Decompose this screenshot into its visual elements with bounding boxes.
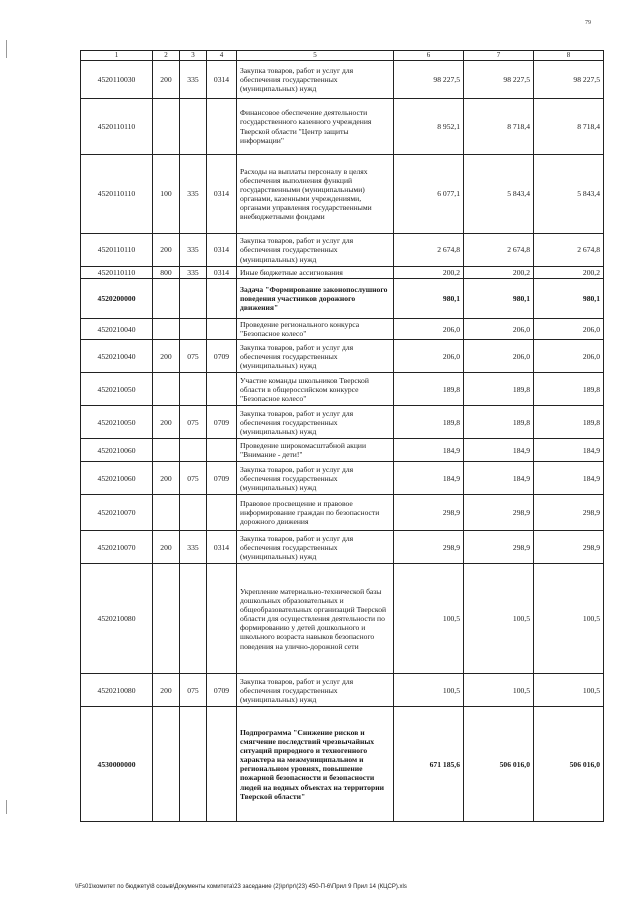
header-cell: 6 <box>394 51 464 61</box>
col2-cell <box>153 564 180 674</box>
code-cell: 4520200000 <box>81 279 153 319</box>
value-col6-cell: 184,9 <box>394 439 464 462</box>
table-row <box>81 439 604 462</box>
value-col6-cell: 206,0 <box>394 340 464 373</box>
col2-cell: 100 <box>153 155 180 234</box>
description-cell: Закупка товаров, работ и услуг для обеспечения государственных (муниципальных) нужд <box>237 406 394 439</box>
col2-cell <box>153 99 180 155</box>
col3-cell <box>180 319 207 340</box>
page-number: 79 <box>585 20 591 26</box>
col2-cell <box>153 373 180 406</box>
code-cell: 4520210070 <box>81 495 153 531</box>
value-col6-cell: 206,0 <box>394 319 464 340</box>
col3-cell: 335 <box>180 531 207 564</box>
col4-cell: 0709 <box>207 406 237 439</box>
col2-cell: 200 <box>153 462 180 495</box>
table-row <box>81 564 604 674</box>
table-row <box>81 531 604 564</box>
col4-cell: 0314 <box>207 531 237 564</box>
table-row <box>81 155 604 234</box>
description-cell: Участие команды школьников Тверской области в общероссийском конкурсе "Безопасное колесо" <box>237 373 394 406</box>
col4-cell: 0709 <box>207 462 237 495</box>
code-cell: 4520210040 <box>81 319 153 340</box>
value-col8-cell: 506 016,0 <box>534 707 604 822</box>
col2-cell: 200 <box>153 531 180 564</box>
value-col6-cell: 2 674,8 <box>394 234 464 267</box>
col3-cell: 335 <box>180 61 207 99</box>
value-col8-cell: 298,9 <box>534 531 604 564</box>
col3-cell <box>180 707 207 822</box>
value-col8-cell: 298,9 <box>534 495 604 531</box>
value-col7-cell: 189,8 <box>464 406 534 439</box>
value-col8-cell: 98 227,5 <box>534 61 604 99</box>
table-row <box>81 61 604 99</box>
value-col6-cell: 671 185,6 <box>394 707 464 822</box>
col3-cell <box>180 279 207 319</box>
col4-cell <box>207 439 237 462</box>
description-cell: Закупка товаров, работ и услуг для обеспечения государственных (муниципальных) нужд <box>237 462 394 495</box>
code-cell: 4520210040 <box>81 340 153 373</box>
value-col6-cell: 298,9 <box>394 531 464 564</box>
col3-cell: 075 <box>180 462 207 495</box>
col2-cell <box>153 495 180 531</box>
description-cell: Закупка товаров, работ и услуг для обеспечения государственных (муниципальных) нужд <box>237 531 394 564</box>
code-cell: 4520110110 <box>81 99 153 155</box>
value-col8-cell: 8 718,4 <box>534 99 604 155</box>
table-row <box>81 406 604 439</box>
col4-cell: 0314 <box>207 234 237 267</box>
description-cell: Подпрограмма "Снижение рисков и смягчение последствий чрезвычайных ситуаций природного и техногенного характера на межмуниципальном и региональном уровнях, повышение пожарной безопасности и безопасности людей на водных объектах на территории Тверской области" <box>237 707 394 822</box>
header-cell: 4 <box>207 51 237 61</box>
description-cell: Проведение широкомасштабной акции "Внимание - дети!" <box>237 439 394 462</box>
col3-cell: 335 <box>180 234 207 267</box>
col4-cell <box>207 99 237 155</box>
col4-cell <box>207 319 237 340</box>
code-cell: 4530000000 <box>81 707 153 822</box>
value-col7-cell: 298,9 <box>464 495 534 531</box>
code-cell: 4520210080 <box>81 674 153 707</box>
col2-cell: 200 <box>153 674 180 707</box>
value-col7-cell: 98 227,5 <box>464 61 534 99</box>
header-cell: 8 <box>534 51 604 61</box>
budget-table <box>80 50 604 822</box>
col3-cell: 335 <box>180 155 207 234</box>
col4-cell <box>207 564 237 674</box>
value-col6-cell: 298,9 <box>394 495 464 531</box>
margin-mark <box>6 40 7 58</box>
code-cell: 4520210050 <box>81 373 153 406</box>
margin-mark <box>6 800 7 814</box>
value-col8-cell: 184,9 <box>534 462 604 495</box>
value-col7-cell: 206,0 <box>464 340 534 373</box>
col3-cell <box>180 439 207 462</box>
code-cell: 4520110110 <box>81 267 153 279</box>
code-cell: 4520210060 <box>81 462 153 495</box>
table-row <box>81 462 604 495</box>
value-col6-cell: 189,8 <box>394 406 464 439</box>
value-col8-cell: 980,1 <box>534 279 604 319</box>
table-row <box>81 707 604 822</box>
description-cell: Иные бюджетные ассигнования <box>237 267 394 279</box>
col2-cell <box>153 319 180 340</box>
value-col8-cell: 100,5 <box>534 564 604 674</box>
value-col6-cell: 98 227,5 <box>394 61 464 99</box>
table-row <box>81 495 604 531</box>
header-cell: 7 <box>464 51 534 61</box>
value-col6-cell: 184,9 <box>394 462 464 495</box>
header-cell: 5 <box>237 51 394 61</box>
value-col7-cell: 200,2 <box>464 267 534 279</box>
description-cell: Закупка товаров, работ и услуг для обеспечения государственных (муниципальных) нужд <box>237 674 394 707</box>
col3-cell: 075 <box>180 674 207 707</box>
code-cell: 4520210080 <box>81 564 153 674</box>
table-row <box>81 234 604 267</box>
header-cell: 2 <box>153 51 180 61</box>
col2-cell: 200 <box>153 61 180 99</box>
value-col8-cell: 5 843,4 <box>534 155 604 234</box>
table-row <box>81 674 604 707</box>
code-cell: 4520210050 <box>81 406 153 439</box>
description-cell: Проведение регионального конкурса "Безопасное колесо" <box>237 319 394 340</box>
table-row <box>81 340 604 373</box>
col4-cell <box>207 495 237 531</box>
value-col8-cell: 100,5 <box>534 674 604 707</box>
col4-cell <box>207 707 237 822</box>
col2-cell <box>153 707 180 822</box>
table-row <box>81 267 604 279</box>
value-col8-cell: 184,9 <box>534 439 604 462</box>
code-cell: 4520210060 <box>81 439 153 462</box>
value-col6-cell: 980,1 <box>394 279 464 319</box>
table-row <box>81 373 604 406</box>
col3-cell: 335 <box>180 267 207 279</box>
header-cell: 3 <box>180 51 207 61</box>
col3-cell: 075 <box>180 340 207 373</box>
file-path-footer: \\Fs01\комитет по бюджету\8 созыв\Документы комитета\23 заседание (2)\pr\pr\(23) 450-П-6\Прил 9 Прил 14 (КЦСР).xls <box>75 884 407 890</box>
value-col6-cell: 100,5 <box>394 674 464 707</box>
header-row <box>81 51 604 61</box>
value-col7-cell: 506 016,0 <box>464 707 534 822</box>
code-cell: 4520110030 <box>81 61 153 99</box>
value-col7-cell: 8 718,4 <box>464 99 534 155</box>
description-cell: Задача "Формирование законопослушного поведения участников дорожного движения" <box>237 279 394 319</box>
col2-cell: 200 <box>153 340 180 373</box>
value-col6-cell: 6 077,1 <box>394 155 464 234</box>
col4-cell: 0314 <box>207 267 237 279</box>
description-cell: Расходы на выплаты персоналу в целях обеспечения выполнения функций государственными (муниципальными) органами, казенными учреждениями, органами управления государственными внебюджетными фондами <box>237 155 394 234</box>
code-cell: 4520210070 <box>81 531 153 564</box>
value-col6-cell: 200,2 <box>394 267 464 279</box>
value-col8-cell: 206,0 <box>534 319 604 340</box>
description-cell: Закупка товаров, работ и услуг для обеспечения государственных (муниципальных) нужд <box>237 61 394 99</box>
value-col6-cell: 8 952,1 <box>394 99 464 155</box>
table-row <box>81 319 604 340</box>
col3-cell <box>180 373 207 406</box>
value-col7-cell: 2 674,8 <box>464 234 534 267</box>
col3-cell <box>180 564 207 674</box>
code-cell: 4520110110 <box>81 234 153 267</box>
value-col7-cell: 189,8 <box>464 373 534 406</box>
value-col8-cell: 2 674,8 <box>534 234 604 267</box>
value-col7-cell: 5 843,4 <box>464 155 534 234</box>
col2-cell: 200 <box>153 406 180 439</box>
description-cell: Укрепление материально-технической базы дошкольных образовательных и общеобразовательных организаций Тверской области для осуществления деятельности по формированию у детей дошкольного и школьного возраста навыков безопасного поведения на улично-дорожной сети <box>237 564 394 674</box>
value-col7-cell: 184,9 <box>464 462 534 495</box>
col4-cell <box>207 279 237 319</box>
value-col7-cell: 100,5 <box>464 674 534 707</box>
value-col7-cell: 206,0 <box>464 319 534 340</box>
col2-cell: 800 <box>153 267 180 279</box>
description-cell: Закупка товаров, работ и услуг для обеспечения государственных (муниципальных) нужд <box>237 340 394 373</box>
col2-cell <box>153 279 180 319</box>
col2-cell <box>153 439 180 462</box>
col4-cell: 0709 <box>207 674 237 707</box>
header-cell: 1 <box>81 51 153 61</box>
col4-cell: 0709 <box>207 340 237 373</box>
col4-cell <box>207 373 237 406</box>
code-cell: 4520110110 <box>81 155 153 234</box>
col3-cell: 075 <box>180 406 207 439</box>
description-cell: Закупка товаров, работ и услуг для обеспечения государственных (муниципальных) нужд <box>237 234 394 267</box>
value-col8-cell: 206,0 <box>534 340 604 373</box>
value-col8-cell: 200,2 <box>534 267 604 279</box>
col3-cell <box>180 99 207 155</box>
description-cell: Правовое просвещение и правовое информирование граждан по безопасности дорожного движения <box>237 495 394 531</box>
col2-cell: 200 <box>153 234 180 267</box>
value-col8-cell: 189,8 <box>534 373 604 406</box>
value-col6-cell: 100,5 <box>394 564 464 674</box>
value-col7-cell: 100,5 <box>464 564 534 674</box>
table-row <box>81 279 604 319</box>
col3-cell <box>180 495 207 531</box>
value-col7-cell: 184,9 <box>464 439 534 462</box>
col4-cell: 0314 <box>207 155 237 234</box>
value-col8-cell: 189,8 <box>534 406 604 439</box>
col4-cell: 0314 <box>207 61 237 99</box>
table-row <box>81 99 604 155</box>
description-cell: Финансовое обеспечение деятельности государственного казенного учреждения Тверской области "Центр защиты информации" <box>237 99 394 155</box>
value-col7-cell: 298,9 <box>464 531 534 564</box>
value-col7-cell: 980,1 <box>464 279 534 319</box>
value-col6-cell: 189,8 <box>394 373 464 406</box>
